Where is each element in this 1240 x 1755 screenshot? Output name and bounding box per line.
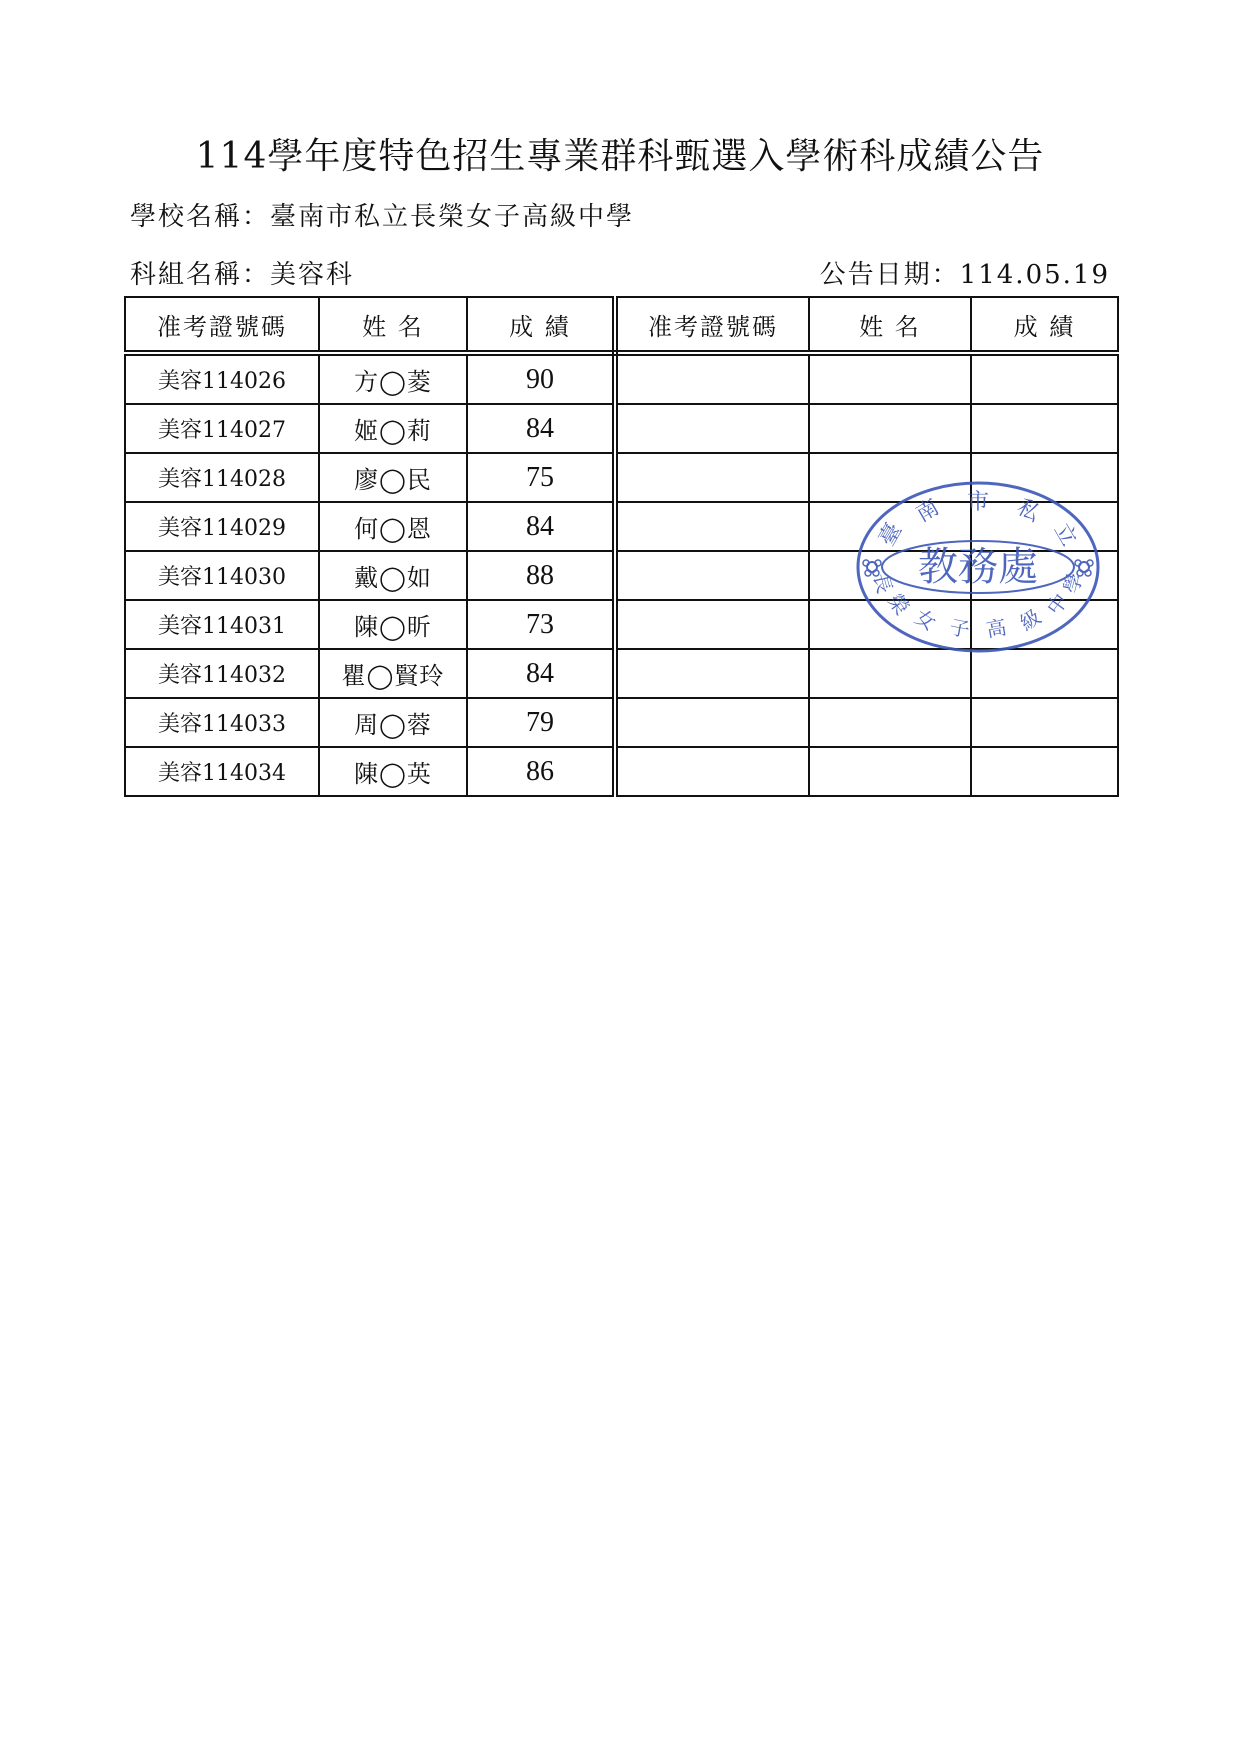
empty-exam-id-cell [615, 600, 809, 649]
page-title: 114學年度特色招生專業群科甄選入學術科成績公告 [195, 136, 1045, 177]
seal-ring-char: 立 [1048, 518, 1082, 551]
empty-name-cell [809, 600, 971, 649]
student-name-cell: 戴◯如 [319, 551, 467, 600]
student-name-cell: 何◯恩 [319, 502, 467, 551]
announce-date-line [820, 254, 1110, 291]
empty-exam-id-cell [615, 453, 809, 502]
seal-ring-char: 子 [947, 614, 972, 643]
empty-exam-id-cell [615, 698, 809, 747]
score-cell: 86 [467, 747, 615, 796]
empty-name-cell [809, 747, 971, 796]
table-row [125, 502, 1118, 551]
seal-ring-char: 市 [966, 490, 990, 515]
school-name-value: 臺南市私立長榮女子高級中學 [270, 202, 635, 232]
score-cell: 84 [467, 649, 615, 698]
empty-exam-id-cell [615, 502, 809, 551]
announce-date-label: 公告日期： [819, 260, 960, 290]
empty-exam-id-cell [615, 551, 809, 600]
table-row [125, 600, 1118, 649]
empty-exam-id-cell [615, 404, 809, 453]
exam-id-cell: 美容114034 [125, 747, 319, 796]
seal-ring-char: 女 [910, 604, 941, 636]
table-row [125, 698, 1118, 747]
header-score: 成 績 [467, 297, 615, 353]
header-name: 姓 名 [319, 297, 467, 353]
seal-ring-char: 高 [984, 614, 1009, 643]
score-cell: 79 [467, 698, 615, 747]
department-name-line [130, 254, 354, 291]
seal-ring-char: 榮 [883, 588, 915, 620]
table-row [125, 747, 1118, 796]
score-cell: 90 [467, 353, 615, 404]
student-name-cell: 周◯蓉 [319, 698, 467, 747]
header-exam-id-2: 准考證號碼 [615, 297, 809, 353]
header-exam-id: 准考證號碼 [125, 297, 319, 353]
score-cell: 75 [467, 453, 615, 502]
seal-center-text: 教務處 [918, 544, 1038, 590]
seal-ring-char: 臺 [874, 518, 908, 551]
empty-score-cell [971, 404, 1118, 453]
empty-score-cell [971, 353, 1118, 404]
empty-exam-id-cell [615, 747, 809, 796]
student-name-cell: 瞿◯賢玲 [319, 649, 467, 698]
seal-ring-char: 南 [911, 494, 944, 528]
empty-exam-id-cell [615, 649, 809, 698]
score-cell: 88 [467, 551, 615, 600]
empty-score-cell [971, 551, 1118, 600]
table-row [125, 404, 1118, 453]
department-name-value: 美容科 [270, 260, 355, 290]
exam-id-cell: 美容114030 [125, 551, 319, 600]
seal-ring-char: 中 [1041, 588, 1073, 620]
empty-score-cell [971, 600, 1118, 649]
header-score-2: 成 績 [971, 297, 1118, 353]
table-row [125, 551, 1118, 600]
empty-exam-id-cell [615, 353, 809, 404]
table-header-row [125, 297, 1118, 353]
seal-ring-char: 私 [1012, 494, 1045, 528]
student-name-cell: 陳◯昕 [319, 600, 467, 649]
school-name-line [130, 196, 634, 233]
seal-ring-char: 級 [1015, 604, 1046, 636]
student-name-cell: 姬◯莉 [319, 404, 467, 453]
empty-score-cell [971, 698, 1118, 747]
exam-id-cell: 美容114026 [125, 353, 319, 404]
empty-name-cell [809, 404, 971, 453]
student-name-cell: 方◯菱 [319, 353, 467, 404]
empty-name-cell [809, 551, 971, 600]
exam-id-cell: 美容114033 [125, 698, 319, 747]
empty-name-cell [809, 649, 971, 698]
empty-score-cell [971, 649, 1118, 698]
empty-score-cell [971, 453, 1118, 502]
empty-score-cell [971, 502, 1118, 551]
empty-name-cell [809, 453, 971, 502]
score-cell: 84 [467, 404, 615, 453]
empty-name-cell [809, 502, 971, 551]
header-name-2: 姓 名 [809, 297, 971, 353]
score-cell: 84 [467, 502, 615, 551]
exam-id-cell: 美容114032 [125, 649, 319, 698]
score-cell: 73 [467, 600, 615, 649]
exam-id-cell: 美容114028 [125, 453, 319, 502]
announce-date-value: 114.05.19 [959, 260, 1110, 290]
exam-id-cell: 美容114031 [125, 600, 319, 649]
student-name-cell: 陳◯英 [319, 747, 467, 796]
table-row [125, 649, 1118, 698]
empty-name-cell [809, 353, 971, 404]
student-name-cell: 廖◯民 [319, 453, 467, 502]
department-name-label: 科組名稱： [130, 260, 271, 290]
empty-score-cell [971, 747, 1118, 796]
school-name-label: 學校名稱： [130, 202, 271, 232]
exam-id-cell: 美容114027 [125, 404, 319, 453]
exam-id-cell: 美容114029 [125, 502, 319, 551]
table-row [125, 353, 1118, 404]
score-table [124, 296, 1119, 797]
empty-name-cell [809, 698, 971, 747]
seal-ring-char: 學 [1058, 570, 1088, 596]
table-row [125, 453, 1118, 502]
seal-ring-char: 長 [868, 570, 898, 596]
